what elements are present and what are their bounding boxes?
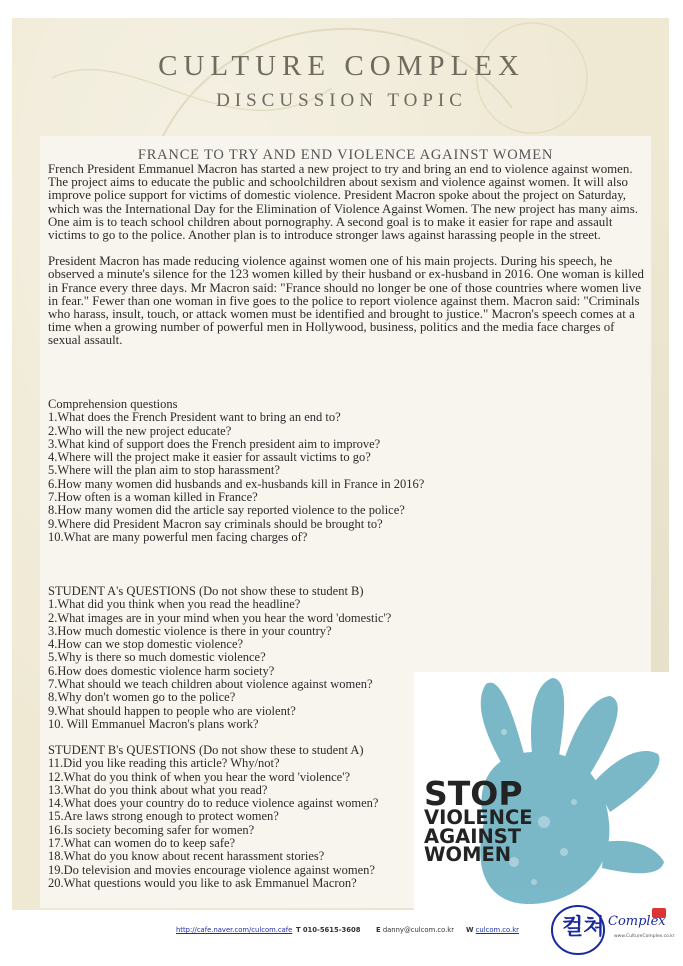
student-a-heading: STUDENT A's QUESTIONS (Do not show these to student B) [48,584,364,598]
page-title: CULTURE COMPLEX [158,50,525,82]
list-item: 2.What images are in your mind when you hear the word 'domestic'? [48,610,392,625]
phone-contact [296,926,360,934]
poster-women: WOMEN [424,843,512,867]
list-item: 12.What do you think of when you hear the word 'violence'? [48,769,350,784]
list-item: 6.How does domestic violence harm society? [48,663,275,678]
stop-violence-text [424,774,533,867]
email-address[interactable]: danny@culcom.co.kr [382,926,455,934]
comprehension-list [48,398,508,544]
list-item: 9.What should happen to people who are violent? [48,703,296,718]
list-item: 18.What do you know about recent harassment stories? [48,849,325,864]
website-link[interactable]: culcom.co.kr [475,926,519,934]
list-item: 4.How can we stop domestic violence? [48,637,244,652]
web-label: W [466,926,474,934]
list-item: 6.How many women did husbands and ex-husbands kill in France in 2016? [48,476,425,491]
list-item: 4.Where will the project make it easier for assault victims to go? [48,450,371,465]
list-item: 14.What does your country do to reduce violence against women? [48,796,379,811]
list-item: 9.Where did President Macron say criminals should be brought to? [48,516,383,531]
list-item: 8.How many women did the article say reported violence to the police? [48,503,405,518]
list-item: 7.How often is a woman killed in France? [48,490,258,505]
culture-complex-logo [548,902,675,958]
list-item: 13.What do you think about what you read? [48,782,268,797]
poster-violence: VIOLENCE [424,806,533,830]
list-item: 19.Do television and movies encourage violence against women? [48,862,375,877]
list-item: 1.What did you think when you read the headline? [48,597,301,612]
comprehension-heading: Comprehension questions [48,397,178,411]
list-item: 1.What does the French President want to bring an end to? [48,410,341,425]
list-item: 16.Is society becoming safer for women? [48,822,255,837]
list-item: 3.What kind of support does the French president aim to improve? [48,436,381,451]
list-item: 3.How much domestic violence is there in your country? [48,623,332,638]
email-label: E [376,926,381,934]
article-paragraph-2: President Macron has made reducing violence against women one of his main projects. During his speech, he observed a minute's silence for the 123 women killed by their husband or ex-husband in 2016. One woman is killed in France every three days. Mr Macron said: "France should no longer be one of those countries where women live in fear." Fewer than one woman in five goes to the police to report violence against them. Macron said: "Criminals who harass, insult, touch, or attack women must be identified and brought to justice." Macron's speech comes at a time when a growing number of powerful men in Hollywood, business, politics and the media face charges of sexual assault. [48,254,644,348]
list-item: 8.Why don't women go to the police? [48,690,236,705]
list-item: 5.Where will the plan aim to stop harassment? [48,463,280,478]
list-item: 10. Will Emmanuel Macron's plans work? [48,716,259,731]
list-item: 11.Did you like reading this article? Why/not? [48,756,280,771]
article-body [48,163,648,348]
student-b-heading: STUDENT B's QUESTIONS (Do not show these to student A) [48,743,364,757]
list-item: 15.Are laws strong enough to protect women? [48,809,279,824]
logo-english: Complex [608,914,666,929]
logo-tagline: www.CultureComplex.co.kr [614,934,675,939]
poster-against: AGAINST [424,824,522,848]
list-item: 17.What can women do to keep safe? [48,836,236,851]
logo-korean: 컬쳐 [562,915,605,940]
list-item: 10.What are many powerful men facing charges of? [48,529,308,544]
web-contact [466,926,519,934]
list-item: 5.Why is there so much domestic violence? [48,650,266,665]
article-paragraph-1: French President Emmanuel Macron has started a new project to try and bring an end to violence against women. The project aims to educate the public and schoolchildren about sexism and violence against women. It will also improve police support for victims of domestic violence. President Macron spoke about the project on Saturday, which was the International Day for the Elimination of Violence Against Women. The new project has many aims. One aim is to teach school children about pornography. A second goal is to make it easier for rape and assault victims to go to the police. Another plan is to introduce stronger laws against harassing people in the street. [48,162,638,243]
email-contact [376,926,454,934]
list-item: 2.Who will the new project educate? [48,423,232,438]
phone-label: T [296,926,301,934]
list-item: 7.What should we teach children about violence against women? [48,677,373,692]
page-subtitle: DISCUSSION TOPIC [216,90,467,111]
list-item: 20.What questions would you like to ask Emmanuel Macron? [48,875,357,890]
phone-number: 010-5615-3608 [302,926,361,934]
article-title: FRANCE TO TRY AND END VIOLENCE AGAINST WOMEN [137,147,554,163]
poster-stop: STOP [424,774,523,813]
cafe-link[interactable]: http://cafe.naver.com/culcom.cafe [176,926,293,934]
